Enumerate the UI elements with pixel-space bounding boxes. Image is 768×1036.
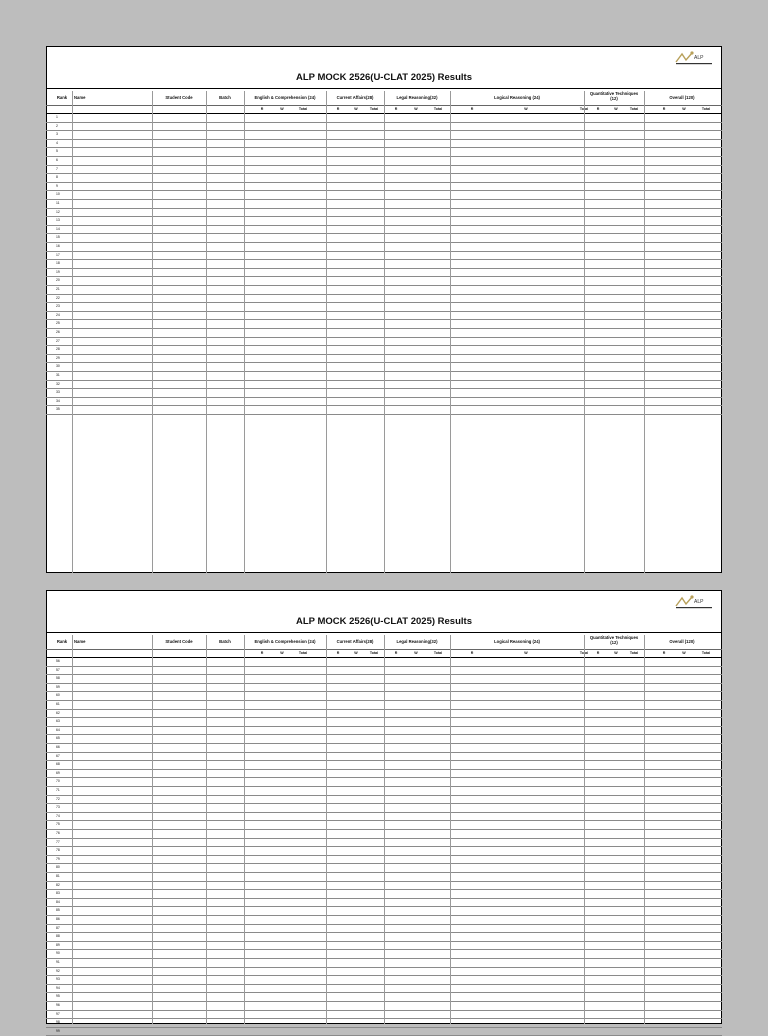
rank-cell: 35 bbox=[56, 407, 60, 412]
column-divider bbox=[326, 635, 327, 1024]
sub-w: W bbox=[614, 107, 618, 111]
rank-cell: 82 bbox=[56, 882, 60, 887]
sub-r: R bbox=[260, 107, 264, 111]
sub-r: R bbox=[470, 651, 474, 655]
header-student-code: Student Code bbox=[165, 639, 193, 644]
rank-cell: 56 bbox=[56, 659, 60, 663]
rank-cell: 78 bbox=[56, 848, 60, 853]
rank-cell: 95 bbox=[56, 994, 60, 999]
result-sheet-page-2 bbox=[46, 590, 722, 1033]
logo-text: ALP bbox=[694, 599, 704, 605]
rank-cell: 22 bbox=[56, 295, 60, 300]
rank-cell: 3 bbox=[56, 132, 58, 137]
rank-cell: 99 bbox=[56, 1028, 60, 1033]
column-divider bbox=[584, 635, 585, 1024]
rank-cell: 74 bbox=[56, 813, 60, 818]
rank-cell: 60 bbox=[56, 693, 60, 698]
header-rank: Rank bbox=[56, 639, 68, 644]
header-quant: Quantitative Techniques (12) bbox=[589, 91, 639, 101]
rank-cell: 15 bbox=[56, 235, 60, 240]
sub-w: W bbox=[524, 107, 528, 111]
header-current-affairs: Current Affairs(28) bbox=[336, 95, 374, 100]
rank-cell: 68 bbox=[56, 762, 60, 767]
rank-cell: 85 bbox=[56, 908, 60, 913]
sub-w: W bbox=[280, 651, 284, 655]
rank-cell: 18 bbox=[56, 261, 60, 266]
sub-w: W bbox=[280, 107, 284, 111]
rank-cell: 98 bbox=[56, 1020, 60, 1025]
rank-cell: 30 bbox=[56, 364, 60, 369]
logo-icon bbox=[672, 594, 716, 612]
rank-cell: 75 bbox=[56, 822, 60, 827]
sub-total: Total bbox=[369, 651, 379, 655]
column-divider bbox=[72, 635, 73, 1024]
sub-total: Total bbox=[433, 651, 443, 655]
logo-text: ALP bbox=[694, 55, 704, 61]
rank-cell: 31 bbox=[56, 373, 60, 377]
column-divider bbox=[644, 635, 645, 1024]
sub-w: W bbox=[524, 651, 528, 655]
rank-cell: 93 bbox=[56, 977, 60, 982]
rank-cell: 96 bbox=[56, 1003, 60, 1007]
rank-cell: 86 bbox=[56, 917, 60, 921]
sub-r: R bbox=[662, 107, 666, 111]
sub-w: W bbox=[414, 651, 418, 655]
header-overall: Overall (120) bbox=[669, 639, 695, 644]
rank-cell: 6 bbox=[56, 158, 58, 162]
rank-cell: 77 bbox=[56, 839, 60, 844]
rank-cell: 91 bbox=[56, 960, 60, 964]
rank-cell: 69 bbox=[56, 770, 60, 775]
rank-cell: 65 bbox=[56, 736, 60, 741]
column-divider bbox=[244, 91, 245, 573]
sub-total: Total bbox=[701, 107, 711, 111]
column-divider bbox=[206, 635, 207, 1024]
rank-cell: 33 bbox=[56, 390, 60, 395]
rank-cell: 7 bbox=[56, 166, 58, 171]
column-divider bbox=[450, 91, 451, 573]
sub-r: R bbox=[336, 107, 340, 111]
sub-w: W bbox=[682, 107, 686, 111]
rank-cell: 5 bbox=[56, 149, 58, 154]
column-divider bbox=[384, 635, 385, 1024]
rank-cell: 19 bbox=[56, 269, 60, 274]
rank-cell: 26 bbox=[56, 330, 60, 334]
header-name: Name bbox=[74, 95, 86, 100]
header-student-code: Student Code bbox=[165, 95, 193, 100]
sub-w: W bbox=[354, 651, 358, 655]
title-divider bbox=[46, 88, 722, 89]
sub-total: Total bbox=[629, 107, 639, 111]
header-english: English & Comprehension (24) bbox=[254, 639, 316, 644]
rank-cell: 16 bbox=[56, 244, 60, 248]
sub-r: R bbox=[596, 107, 600, 111]
header-batch: Batch bbox=[219, 95, 231, 100]
rank-cell: 13 bbox=[56, 218, 60, 223]
column-divider bbox=[384, 91, 385, 573]
sub-r: R bbox=[394, 107, 398, 111]
page-title: ALP MOCK 2526(U-CLAT 2025) Results bbox=[296, 616, 472, 627]
rank-cell: 12 bbox=[56, 209, 60, 214]
sub-r: R bbox=[470, 107, 474, 111]
sub-w: W bbox=[614, 651, 618, 655]
rank-cell: 57 bbox=[56, 667, 60, 672]
header-legal: Legal Reasoning(32) bbox=[396, 639, 438, 644]
rank-cell: 72 bbox=[56, 796, 60, 801]
rank-cell: 71 bbox=[56, 788, 60, 792]
rank-cell: 61 bbox=[56, 702, 60, 706]
header-batch: Batch bbox=[219, 639, 231, 644]
result-sheet-page-1 bbox=[46, 46, 722, 573]
sub-r: R bbox=[596, 651, 600, 655]
rank-cell: 73 bbox=[56, 805, 60, 810]
rank-cell: 58 bbox=[56, 676, 60, 681]
rank-cell: 66 bbox=[56, 745, 60, 749]
sub-w: W bbox=[354, 107, 358, 111]
page-title: ALP MOCK 2526(U-CLAT 2025) Results bbox=[296, 72, 472, 83]
rank-cell: 90 bbox=[56, 951, 60, 956]
rank-cell: 87 bbox=[56, 925, 60, 930]
sub-total: Total bbox=[629, 651, 639, 655]
sub-total: Total bbox=[433, 107, 443, 111]
rank-cell: 76 bbox=[56, 831, 60, 835]
rank-cell: 10 bbox=[56, 192, 60, 197]
rank-cell: 92 bbox=[56, 968, 60, 973]
sub-r: R bbox=[662, 651, 666, 655]
rank-cell: 25 bbox=[56, 321, 60, 326]
sub-total: Total bbox=[298, 107, 308, 111]
rank-cell: 83 bbox=[56, 891, 60, 896]
header-english: English & Comprehension (24) bbox=[254, 95, 316, 100]
rank-cell: 28 bbox=[56, 347, 60, 352]
column-divider bbox=[206, 91, 207, 573]
sub-total: Total bbox=[579, 651, 589, 655]
rank-cell: 34 bbox=[56, 398, 60, 403]
rank-cell: 97 bbox=[56, 1011, 60, 1016]
rank-cell: 88 bbox=[56, 934, 60, 939]
sub-total: Total bbox=[369, 107, 379, 111]
rank-cell: 14 bbox=[56, 226, 60, 231]
header-current-affairs: Current Affairs(28) bbox=[336, 639, 374, 644]
header-logical: Logical Reasoning (24) bbox=[494, 95, 540, 100]
sub-w: W bbox=[414, 107, 418, 111]
sub-total: Total bbox=[579, 107, 589, 111]
rank-cell: 11 bbox=[56, 201, 60, 205]
rank-cell: 2 bbox=[56, 123, 58, 128]
rank-cell: 62 bbox=[56, 710, 60, 715]
header-rank: Rank bbox=[56, 95, 68, 100]
sub-w: W bbox=[682, 651, 686, 655]
sub-r: R bbox=[394, 651, 398, 655]
rank-cell: 84 bbox=[56, 899, 60, 904]
rank-cell: 79 bbox=[56, 856, 60, 861]
rank-cell: 21 bbox=[56, 287, 60, 291]
rank-cell: 23 bbox=[56, 304, 60, 309]
rank-cell: 63 bbox=[56, 719, 60, 724]
logo-icon bbox=[672, 50, 716, 68]
title-divider bbox=[46, 632, 722, 633]
rank-cell: 81 bbox=[56, 874, 60, 878]
column-divider bbox=[244, 635, 245, 1024]
rank-cell: 59 bbox=[56, 684, 60, 689]
sub-total: Total bbox=[701, 651, 711, 655]
header-logical: Logical Reasoning (24) bbox=[494, 639, 540, 644]
rank-cell: 27 bbox=[56, 338, 60, 343]
rank-cell: 20 bbox=[56, 278, 60, 283]
header-quant: Quantitative Techniques (12) bbox=[589, 635, 639, 645]
header-legal: Legal Reasoning(32) bbox=[396, 95, 438, 100]
rank-cell: 32 bbox=[56, 381, 60, 386]
rank-cell: 9 bbox=[56, 183, 58, 188]
rank-cell: 64 bbox=[56, 727, 60, 732]
sub-r: R bbox=[260, 651, 264, 655]
header-name: Name bbox=[74, 639, 86, 644]
rank-cell: 8 bbox=[56, 175, 58, 180]
header-overall: Overall (120) bbox=[669, 95, 695, 100]
table-row bbox=[46, 1027, 722, 1036]
rank-cell: 94 bbox=[56, 985, 60, 990]
rank-cell: 70 bbox=[56, 779, 60, 784]
rank-cell: 4 bbox=[56, 140, 58, 145]
column-divider bbox=[152, 635, 153, 1024]
column-divider bbox=[326, 91, 327, 573]
column-divider bbox=[584, 91, 585, 573]
sub-r: R bbox=[336, 651, 340, 655]
column-divider bbox=[152, 91, 153, 573]
rank-cell: 24 bbox=[56, 312, 60, 317]
column-divider bbox=[72, 91, 73, 573]
rank-cell: 89 bbox=[56, 942, 60, 947]
rank-cell: 80 bbox=[56, 865, 60, 870]
column-divider bbox=[644, 91, 645, 573]
sub-total: Total bbox=[298, 651, 308, 655]
rank-cell: 17 bbox=[56, 252, 60, 257]
rank-cell: 67 bbox=[56, 753, 60, 758]
rank-cell: 1 bbox=[56, 115, 58, 119]
column-divider bbox=[450, 635, 451, 1024]
rank-cell: 29 bbox=[56, 355, 60, 360]
